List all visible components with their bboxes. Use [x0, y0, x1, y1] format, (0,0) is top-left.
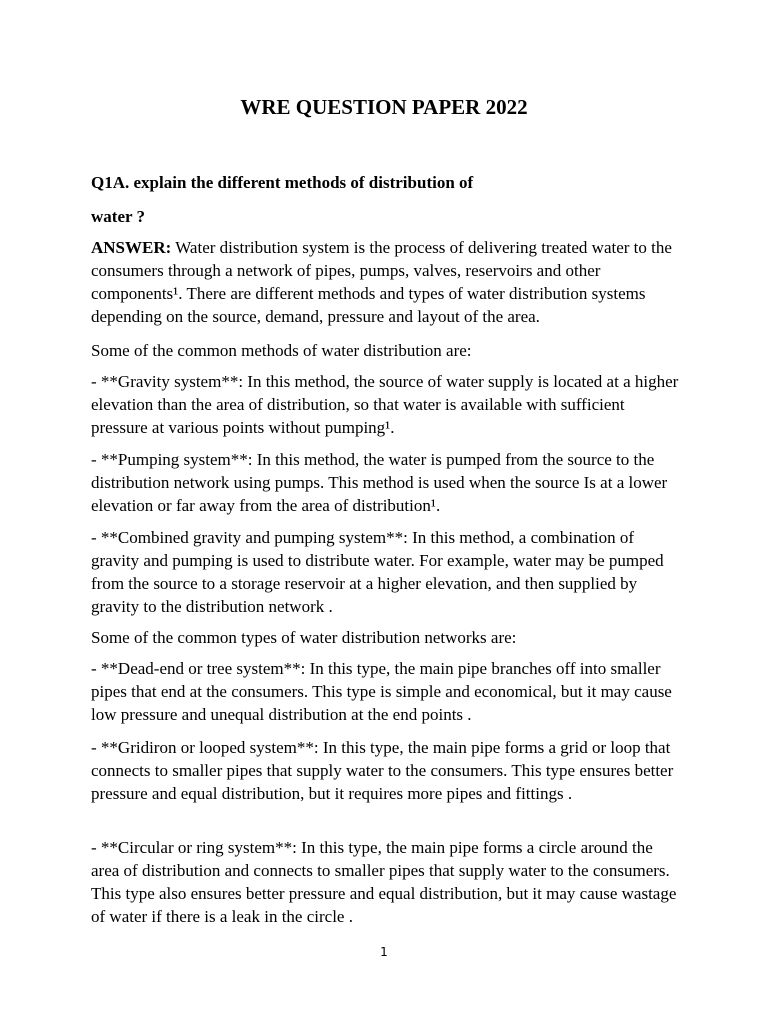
answer-label: ANSWER:: [91, 238, 172, 257]
common-methods-intro: Some of the common methods of water distribution are:: [91, 341, 472, 360]
question-line-1: Q1A. explain the different methods of distribution of: [91, 173, 474, 192]
answer-text: Water distribution system is the process of delivering treated water to the consumers through a network of pipes, pumps, valves, reservoirs and other components¹. There are different methods and types of water distribution systems depending on the source, demand, pressure and layout of the area.: [91, 238, 672, 326]
page-title: WRE QUESTION PAPER 2022: [240, 95, 528, 119]
question-line-2: water ?: [91, 207, 145, 226]
gridiron-system-paragraph: - **Gridiron or looped system**: In this type, the main pipe forms a grid or loop that connects to smaller pipes that supply water to the consumers. This type ensures better pressure and equal distribution, but it requires more pipes and fittings .: [91, 738, 674, 803]
common-types-intro: Some of the common types of water distribution networks are:: [91, 628, 517, 647]
combined-system-paragraph: - **Combined gravity and pumping system**: In this method, a combination of gravity and pumping is used to distribute water. For example, water may be pumped from the source to a storage reservoir at a higher elevation, and then supplied by gravity to the distribution network .: [91, 528, 664, 616]
dead-end-system-paragraph: - **Dead-end or tree system**: In this type, the main pipe branches off into smaller pipes that end at the consumers. This type is simple and economical, but it may cause low pressure and unequal distribution at the end points .: [91, 659, 672, 724]
page-number: 1: [380, 945, 388, 959]
gravity-system-paragraph: - **Gravity system**: In this method, the source of water supply is located at a higher elevation than the area of distribution, so that water is available with sufficient pressure at various points without pumping¹.: [91, 372, 679, 437]
answer-paragraph: [91, 236, 679, 328]
circular-system-paragraph: - **Circular or ring system**: In this type, the main pipe forms a circle around the area of distribution and connects to smaller pipes that supply water to the consumers. This type also ensures better pressure and equal distribution, but it may cause wastage of water if there is a leak in the circle .: [91, 838, 677, 926]
pumping-system-paragraph: - **Pumping system**: In this method, the water is pumped from the source to the distribution network using pumps. This method is used when the source Is at a lower elevation or far away from the area of distribution¹.: [91, 450, 668, 515]
